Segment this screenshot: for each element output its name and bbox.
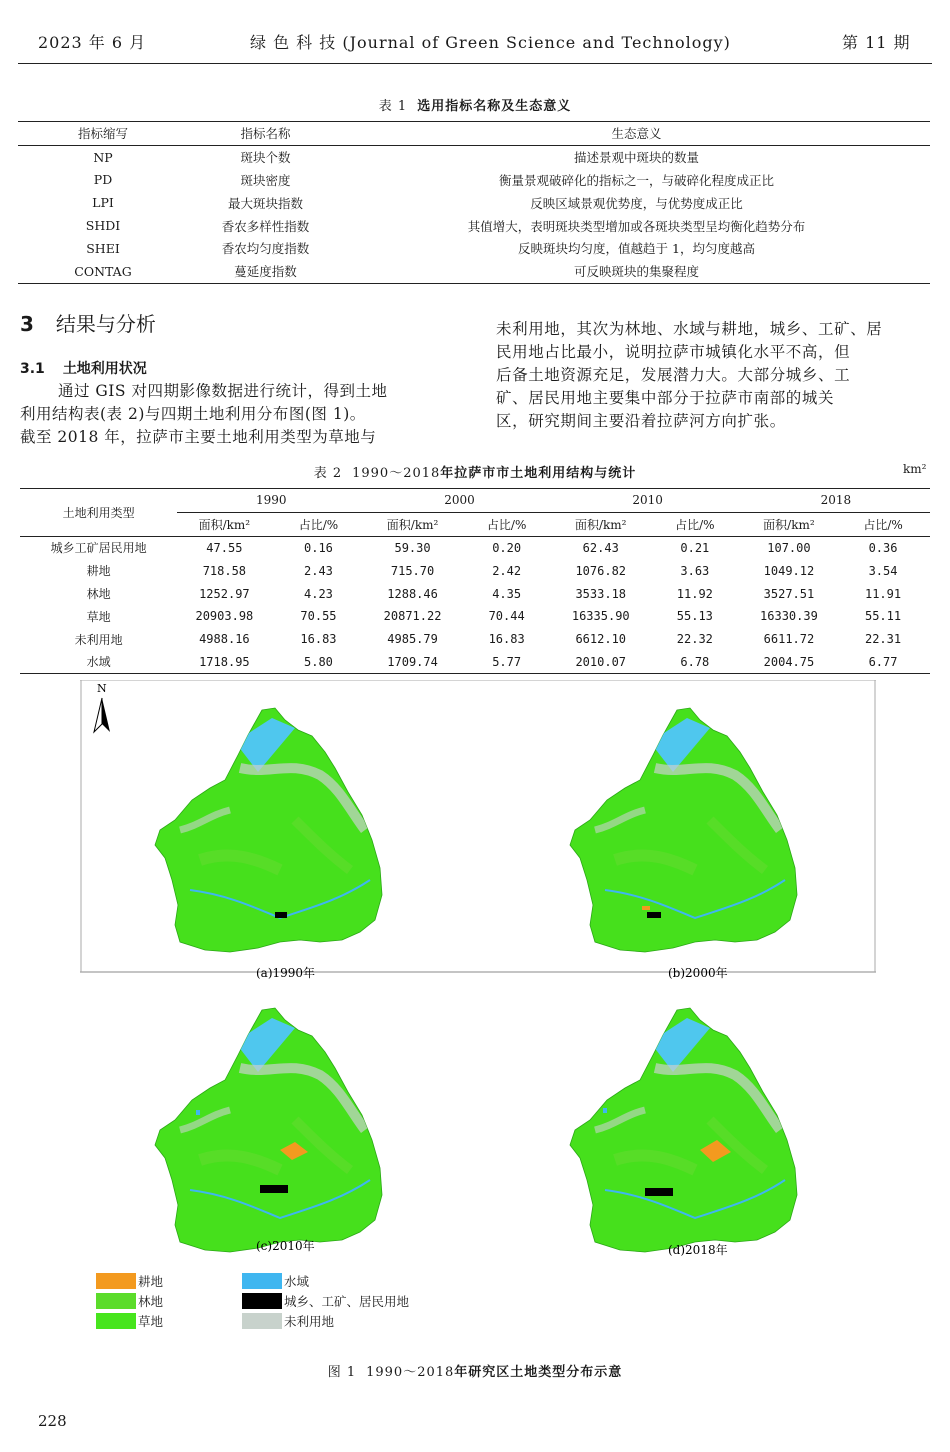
table1-caption: 表 1 选用指标名称及生态意义 — [378, 99, 572, 114]
legend-item-forest: 林地 — [96, 1292, 163, 1310]
legend-swatch — [96, 1293, 136, 1309]
figure1 — [80, 680, 876, 1350]
table-row: SHEI 香农均匀度指数 反映斑块均匀度，值越趋于 1，均匀度越高 — [86, 240, 755, 257]
table2-year-row — [20, 489, 930, 513]
right-paragraph: 未利用地，其次为林地、水域与耕地，城乡、工矿、居 民用地占比最小，说明拉萨市城镇化水平不高，但 后备土地资源充足，发展潜力大。大部分城乡、工 矿、居民用地主要集中部分于拉萨市南部的城关 区，研究期间主要沿着拉萨河方向扩张。 — [496, 320, 883, 430]
table-row: 水域 1718.95 5.80 1709.74 5.77 2010.07 6.78 2004.75 6.77 — [86, 654, 898, 670]
legend-swatch — [96, 1313, 136, 1329]
year-header: 2010 — [554, 489, 742, 513]
year-header: 2018 — [742, 489, 930, 513]
table-row: 城乡工矿居民用地 47.55 0.16 59.30 0.20 62.43 0.21 107.00 0.36 — [50, 540, 898, 556]
table2 — [20, 488, 930, 674]
table-row: NP 斑块个数 描述景观中斑块的数量 — [93, 149, 699, 166]
legend-item-unused: 未利用地 — [242, 1312, 334, 1330]
legend-swatch — [242, 1313, 282, 1329]
header-date: 2023 年 6 月 — [38, 33, 147, 52]
table2-caption: 表 2 1990～2018年拉萨市市土地利用结构与统计 — [313, 466, 637, 481]
table-row: SHDI 香农多样性指数 其值增大，表明斑块类型增加或各斑块类型呈均衡化趋势分布 — [85, 218, 806, 234]
legend-swatch — [96, 1273, 136, 1289]
table1-col-meaning: 生态意义 — [611, 126, 662, 142]
legend-item-grassland: 草地 — [96, 1312, 163, 1330]
north-arrow-icon — [94, 698, 110, 732]
year-header: 1990 — [177, 489, 365, 513]
land-use-maps — [80, 680, 876, 1350]
table-row: 未利用地 4988.16 16.83 4985.79 16.83 6612.10 22.32 6611.72 22.31 — [74, 632, 902, 647]
map-label: (c)2010年 — [256, 1239, 315, 1253]
map-2000 — [570, 708, 797, 952]
map-2010 — [155, 1008, 382, 1252]
year-header: 2000 — [365, 489, 553, 513]
table1 — [18, 121, 930, 284]
map-label: (d)2018年 — [668, 1243, 728, 1257]
header-rule — [18, 63, 932, 64]
header-journal: 绿 色 科 技 (Journal of Green Science and Technology) — [250, 33, 731, 52]
table-row: PD 斑块密度 衡量景观破碎化的指标之一，与破碎化程度成正比 — [93, 172, 774, 188]
legend-item-water: 水域 — [242, 1272, 309, 1290]
map-2018 — [570, 1008, 797, 1252]
figure1-caption: 图 1 1990～2018年研究区土地类型分布示意 — [327, 1365, 623, 1380]
table-row: 耕地 718.58 2.43 715.70 2.42 1076.82 3.63 1049.12 3.54 — [86, 563, 898, 579]
table1-col-abbr: 指标缩写 — [77, 126, 128, 142]
map-label: (a)1990年 — [256, 966, 316, 980]
table2-sub-row: 面积/km² 占比/% 面积/km² 占比/% 面积/km² 占比/% 面积/km² 占比/% — [20, 512, 930, 536]
subsection-heading: 3.1 土地利用状况 — [20, 361, 147, 377]
legend-swatch — [242, 1293, 282, 1309]
table-row: 草地 20903.98 70.55 20871.22 70.44 16335.90 55.13 16330.39 55.11 — [86, 609, 902, 624]
legend-item-farmland: 耕地 — [96, 1272, 163, 1290]
table1-header-row — [18, 122, 930, 146]
legend-item-urban: 城乡、工矿、居民用地 — [242, 1292, 409, 1310]
table-row: 林地 1252.97 4.23 1288.46 4.35 3533.18 11.92 3527.51 11.91 — [86, 586, 902, 602]
table2-first-col: 土地利用类型 — [20, 489, 177, 537]
map-1990 — [155, 708, 382, 952]
table-row: CONTAG 蔓延度指数 可反映斑块的集聚程度 — [74, 263, 699, 280]
table-row: LPI 最大斑块指数 反映区域景观优势度，与优势度成正比 — [92, 195, 743, 211]
table1-col-name: 指标名称 — [240, 126, 291, 142]
legend-swatch — [242, 1273, 282, 1289]
header-issue: 第 11 期 — [842, 33, 911, 52]
table2-unit: km² — [903, 462, 927, 476]
section-heading: 3 结果与分析 — [20, 312, 156, 336]
north-label: N — [97, 682, 107, 695]
page-number: 228 — [38, 1412, 67, 1430]
left-paragraph: 通过 GIS 对四期影像数据进行统计，得到土地 利用结构表(表 2)与四期土地利用分布图(图 1)。 截至 2018 年，拉萨市主要土地利用类型为草地与 — [20, 382, 388, 446]
map-label: (b)2000年 — [668, 966, 728, 980]
